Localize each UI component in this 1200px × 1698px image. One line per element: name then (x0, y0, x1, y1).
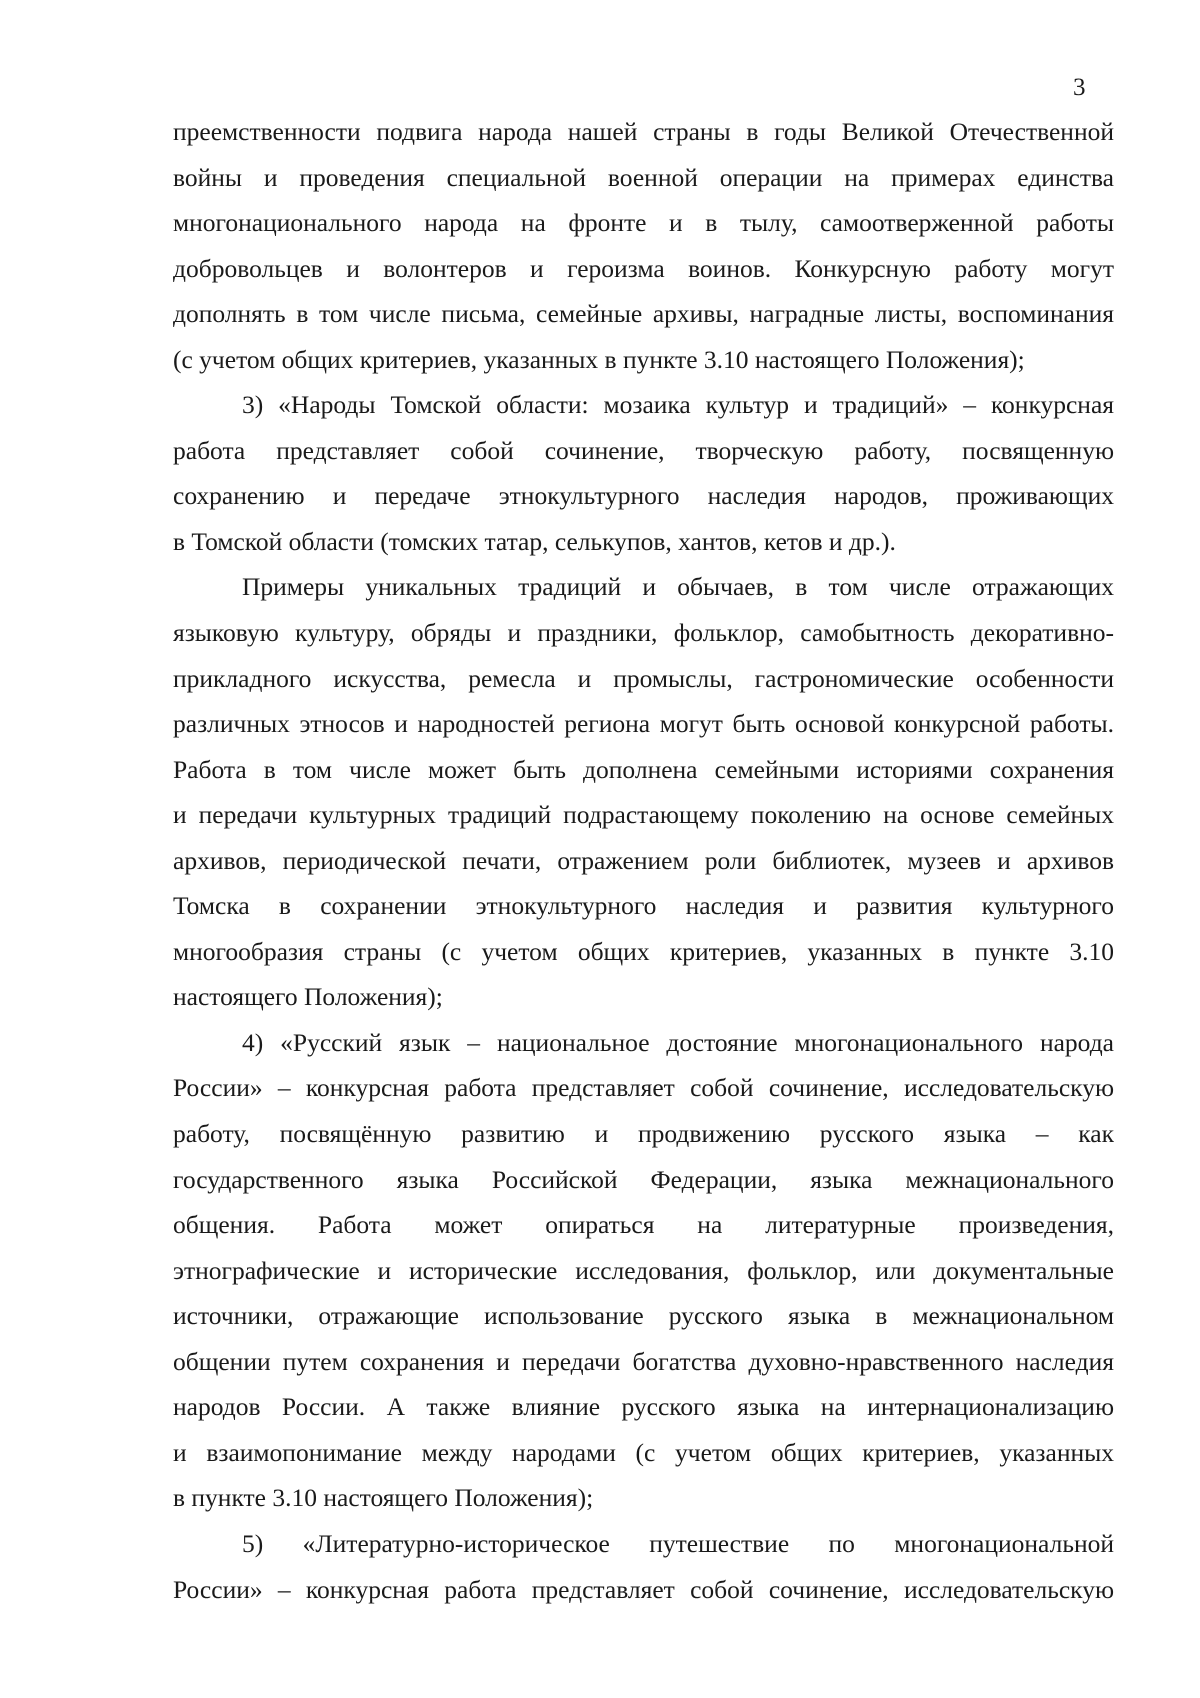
text-line: многообразия страны (с учетом общих критериев, указанных в пункте 3.10 (173, 936, 1114, 966)
text-line: 4) «Русский язык – национальное достояние многонационального народа (242, 1027, 1114, 1057)
paragraph-item-3 (173, 382, 1114, 564)
text-line: и передачи культурных традиций подрастающему поколению на основе семейных (173, 800, 1114, 830)
text-line: настоящего Положения); (173, 982, 443, 1012)
text-line: 5) «Литературно-историческое путешествие по многонациональной (242, 1528, 1114, 1558)
text-line: государственного языка Российской Федерации, языка межнационального (173, 1164, 1114, 1194)
document-body (173, 109, 1114, 1612)
text-line: общении путем сохранения и передачи богатства духовно-нравственного наследия (173, 1346, 1114, 1376)
text-line: войны и проведения специальной военной операции на примерах единства (173, 162, 1114, 192)
text-line: многонационального народа на фронте и в тылу, самоотверженной работы (173, 208, 1114, 238)
paragraph-item-5 (173, 1521, 1114, 1612)
page-number: 3 (1073, 74, 1086, 101)
text-line: (с учетом общих критериев, указанных в пункте 3.10 настоящего Положения); (173, 344, 1025, 374)
text-line: общения. Работа может опираться на литературные произведения, (173, 1210, 1114, 1240)
paragraph-item-4 (173, 1020, 1114, 1521)
text-line: этнографические и исторические исследования, фольклор, или документальные (173, 1255, 1114, 1285)
text-line: 3) «Народы Томской области: мозаика культур и традиций» – конкурсная (242, 390, 1114, 420)
text-line: работу, посвящённую развитию и продвижению русского языка – как (173, 1119, 1114, 1149)
text-line: преемственности подвига народа нашей страны в годы Великой Отечественной (173, 117, 1114, 146)
text-line: в пункте 3.10 настоящего Положения); (173, 1483, 594, 1513)
text-line: и взаимопонимание между народами (с учетом общих критериев, указанных (173, 1437, 1114, 1467)
paragraph-examples (173, 564, 1114, 1019)
text-line: в Томской области (томских татар, селькупов, хантов, кетов и др.). (173, 526, 896, 556)
text-line: дополнять в том числе письма, семейные архивы, наградные листы, воспоминания (173, 299, 1114, 329)
text-line: России» – конкурсная работа представляет собой сочинение, исследовательскую (173, 1574, 1114, 1604)
text-line: источники, отражающие использование русского языка в межнациональном (173, 1301, 1114, 1331)
text-line: работа представляет собой сочинение, творческую работу, посвященную (173, 435, 1114, 465)
text-line: Томска в сохранении этнокультурного наследия и развития культурного (173, 891, 1114, 921)
text-line: прикладного искусства, ремесла и промыслы, гастрономические особенности (173, 663, 1114, 693)
text-line: архивов, периодической печати, отражением роли библиотек, музеев и архивов (173, 845, 1114, 875)
text-line: различных этносов и народностей региона могут быть основой конкурсной работы. (173, 709, 1114, 739)
text-line: России» – конкурсная работа представляет собой сочинение, исследовательскую (173, 1073, 1114, 1103)
text-line: сохранению и передаче этнокультурного наследия народов, проживающих (173, 481, 1114, 511)
text-line: Примеры уникальных традиций и обычаев, в том числе отражающих (242, 572, 1114, 602)
text-line: Работа в том числе может быть дополнена семейными историями сохранения (173, 754, 1114, 784)
text-line: языковую культуру, обряды и праздники, фольклор, самобытность декоративно- (173, 618, 1114, 648)
paragraph-continuation (173, 109, 1114, 382)
text-line: народов России. А также влияние русского языка на интернационализацию (173, 1392, 1114, 1422)
text-line: добровольцев и волонтеров и героизма воинов. Конкурсную работу могут (173, 253, 1114, 283)
